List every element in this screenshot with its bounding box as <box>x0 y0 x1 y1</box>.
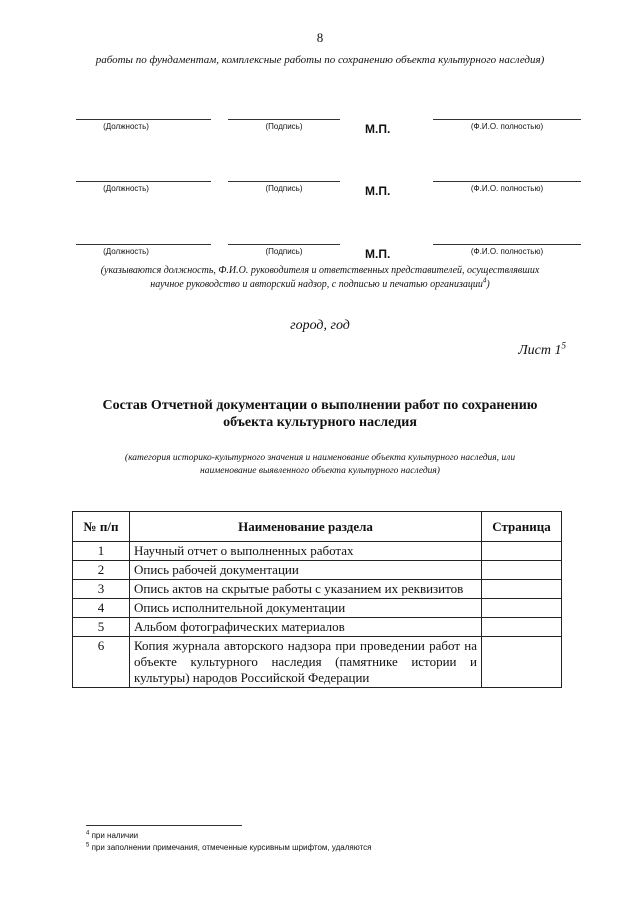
name-label: (Ф.И.О. полностью) <box>470 184 544 193</box>
row-page <box>482 637 562 688</box>
row-num: 3 <box>73 580 130 599</box>
name-line <box>433 244 581 245</box>
table-row <box>73 580 562 599</box>
footnote-mark: 5 <box>86 842 90 849</box>
row-name: Опись исполнительной документации <box>130 599 482 618</box>
row-num: 1 <box>73 542 130 561</box>
header-page: Страница <box>482 512 562 542</box>
footnote-ref: 4 <box>482 276 487 285</box>
intro-line: работы по фундаментам, комплексные работы по сохранению объекта культурного наследия) <box>95 54 545 66</box>
contents-table <box>72 511 562 688</box>
row-num: 6 <box>73 637 130 688</box>
row-name: Опись актов на скрытые работы с указанием их реквизитов <box>130 580 482 599</box>
signature-row <box>0 119 640 149</box>
row-page <box>482 542 562 561</box>
row-page <box>482 618 562 637</box>
signature-row <box>0 181 640 211</box>
position-label: (Должность) <box>103 184 149 193</box>
table-row <box>73 618 562 637</box>
name-line <box>433 119 581 120</box>
signature-note-line1: (указываются должность, Ф.И.О. руководителя и ответственных представителей, осуществлявших <box>100 265 540 276</box>
footnote: $^4$ при наличии <box>86 830 139 840</box>
table-row <box>73 599 562 618</box>
signature-label: (Подпись) <box>265 247 303 256</box>
footnote-mark: 4 <box>86 830 90 837</box>
table-row <box>73 542 562 561</box>
document-subtitle: (категория историко-культурного значения и наименование объекта культурного наследия, или наименование выявленного объекта культурного наследия) <box>124 453 516 476</box>
row-num: 2 <box>73 561 130 580</box>
stamp-label: М.П. <box>365 122 391 136</box>
signature-line <box>228 244 340 245</box>
table-row <box>73 637 562 688</box>
position-line <box>76 119 211 120</box>
row-name: Опись рабочей документации <box>130 561 482 580</box>
position-label: (Должность) <box>103 122 149 131</box>
sheet-label: Лист $1^5$ <box>518 340 566 358</box>
row-name: Копия журнала авторского надзора при проведении работ на объекте культурного наследия (памятнике истории и культуры) народов Российской Федерации <box>130 637 482 688</box>
row-name: Научный отчет о выполненных работах <box>130 542 482 561</box>
document-title: Состав Отчетной документации о выполнении работ по сохранению объекта культурного наследия <box>102 398 538 430</box>
row-page <box>482 599 562 618</box>
signature-label: (Подпись) <box>265 122 303 131</box>
table-row <box>73 561 562 580</box>
page-number: 8 <box>316 30 324 45</box>
signature-label: (Подпись) <box>265 184 303 193</box>
stamp-label: М.П. <box>365 247 391 261</box>
position-line <box>76 181 211 182</box>
footnote: $^5$ при заполнении примечания, отмеченные курсивным шрифтом, удаляются <box>86 842 372 852</box>
name-label: (Ф.И.О. полностью) <box>470 122 544 131</box>
position-label: (Должность) <box>103 247 149 256</box>
position-line <box>76 244 211 245</box>
signature-note-line2: научное руководство и авторский надзор, с подписью и печатью организации$^4$) <box>150 276 490 290</box>
row-num: 4 <box>73 599 130 618</box>
header-num: № п/п <box>73 512 130 542</box>
row-page <box>482 561 562 580</box>
signature-note <box>60 264 580 292</box>
row-page <box>482 580 562 599</box>
city-year: город, год <box>290 318 350 333</box>
name-line <box>433 181 581 182</box>
name-label: (Ф.И.О. полностью) <box>470 247 544 256</box>
table-header-row <box>73 512 562 542</box>
footnote-divider <box>86 825 242 826</box>
row-name: Альбом фотографических материалов <box>130 618 482 637</box>
footnote-ref: 5 <box>561 340 566 351</box>
stamp-label: М.П. <box>365 184 391 198</box>
header-name: Наименование раздела <box>130 512 482 542</box>
signature-line <box>228 119 340 120</box>
signature-line <box>228 181 340 182</box>
row-num: 5 <box>73 618 130 637</box>
